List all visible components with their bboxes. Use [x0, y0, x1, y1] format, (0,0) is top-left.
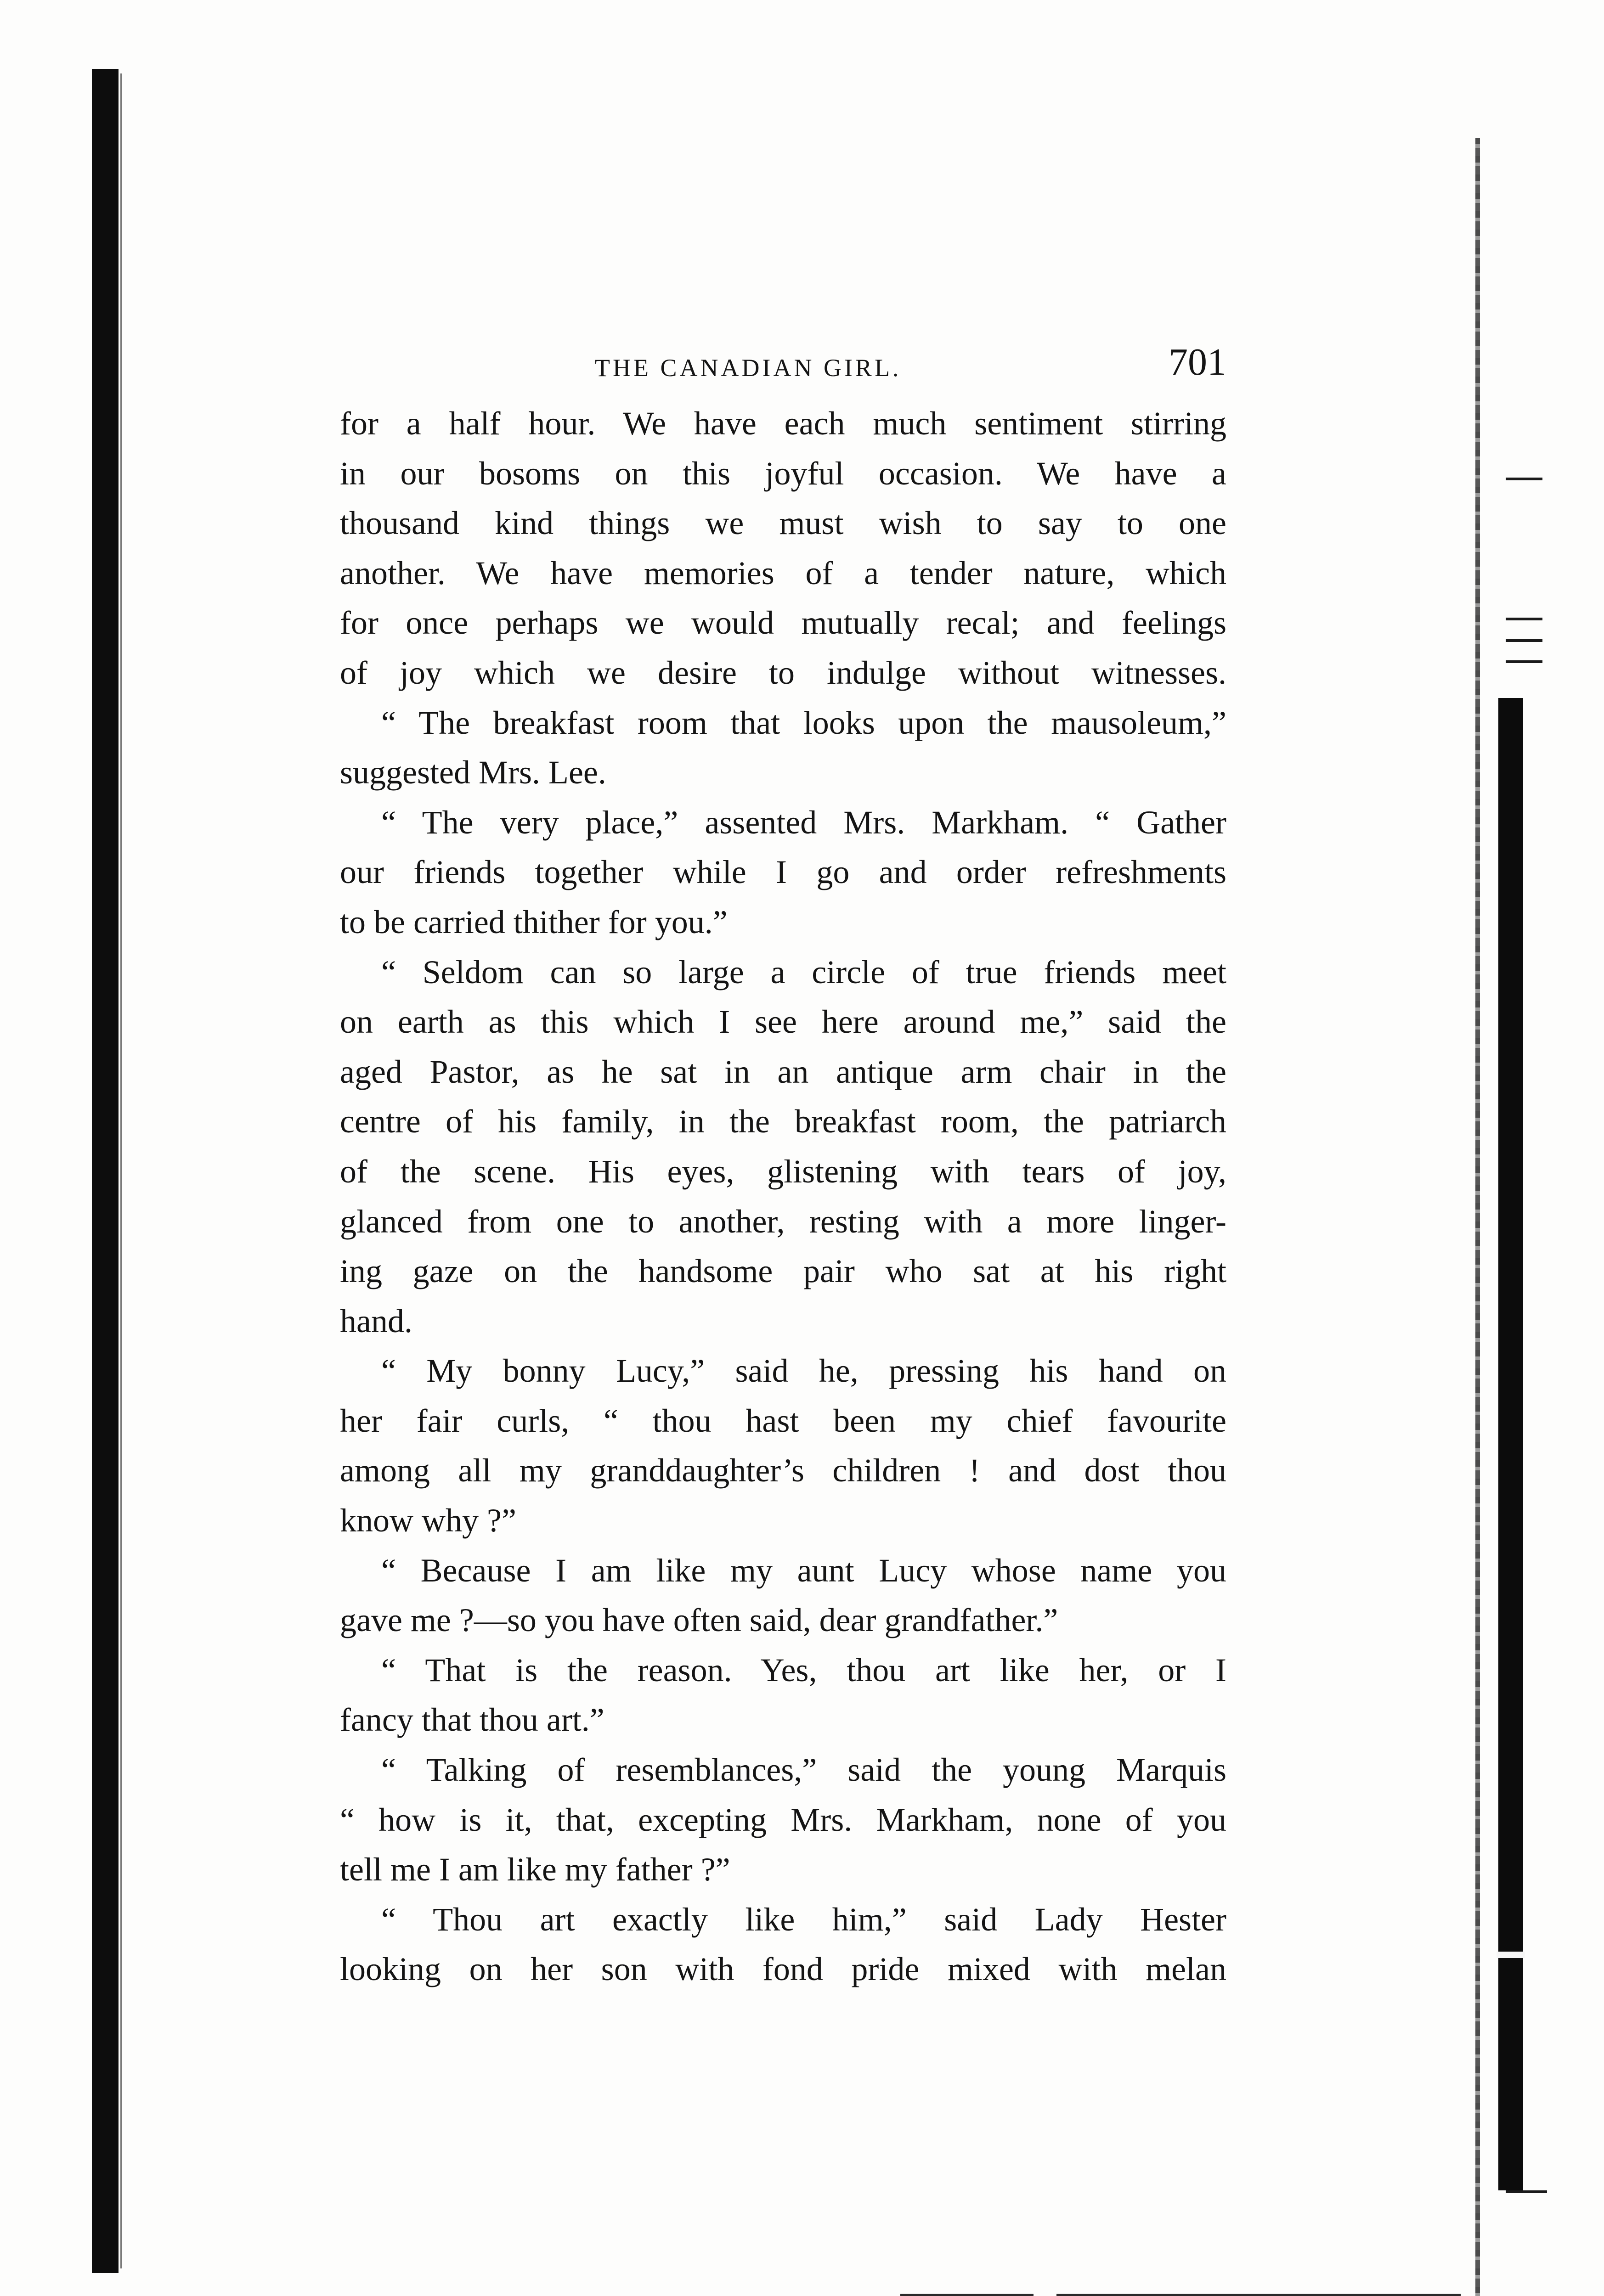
- text-line: for a half hour. We have each much sentiment stirring: [340, 405, 1226, 442]
- page-number: 701: [1169, 341, 1226, 383]
- page-edge-gap: [1497, 1952, 1525, 1958]
- text-line: her fair curls, “ thou hast been my chief favourite: [340, 1402, 1226, 1439]
- paragraph: [340, 1546, 1226, 1645]
- page-header: [340, 340, 1226, 386]
- text-line: glanced from one to another, resting with a more linger-: [340, 1203, 1226, 1240]
- text-line: “ Seldom can so large a circle of true friends meet: [381, 953, 1226, 990]
- paragraph: [340, 947, 1226, 1346]
- text-line: tell me I am like my father ?”: [340, 1851, 730, 1888]
- text-line: looking on her son with fond pride mixed with melan: [340, 1951, 1226, 1988]
- text-line: our friends together while I go and order refreshments: [340, 854, 1226, 891]
- paragraph: [340, 798, 1226, 947]
- text-line: fancy that thou art.”: [340, 1701, 604, 1739]
- edge-tick-mark: [1506, 478, 1542, 480]
- text-line: “ Because I am like my aunt Lucy whose name you: [381, 1552, 1226, 1589]
- running-title: THE CANADIAN GIRL.: [595, 354, 902, 382]
- text-line: ing gaze on the handsome pair who sat at his right: [340, 1253, 1226, 1290]
- text-line: of the scene. His eyes, glistening with tears of joy,: [340, 1153, 1226, 1190]
- text-line: hand.: [340, 1302, 412, 1339]
- text-line: “ That is the reason. Yes, thou art like her, or I: [381, 1651, 1226, 1688]
- text-line: in our bosoms on this joyful occasion. We have a: [340, 455, 1226, 492]
- edge-tick-mark: [1506, 660, 1542, 663]
- text-line: aged Pastor, as he sat in an antique arm chair in the: [340, 1053, 1226, 1090]
- text-line: “ Thou art exactly like him,” said Lady Hester: [381, 1901, 1226, 1938]
- text-line: centre of his family, in the breakfast room, the patriarch: [340, 1103, 1226, 1140]
- text-line: gave me ?—so you have often said, dear grandfather.”: [340, 1602, 1058, 1639]
- text-line: “ The breakfast room that looks upon the mausoleum,”: [381, 704, 1226, 741]
- text-line: among all my granddaughter’s children ! and dost thou: [340, 1452, 1226, 1489]
- text-line: “ My bonny Lucy,” said he, pressing his hand on: [381, 1352, 1226, 1390]
- text-line: to be carried thither for you.”: [340, 903, 728, 940]
- paragraph: [340, 1645, 1226, 1745]
- text-line: “ how is it, that, excepting Mrs. Markham, none of you: [340, 1801, 1226, 1838]
- binding-edge-shadow: [92, 69, 119, 2273]
- text-line: on earth as this which I see here around me,” said the: [340, 1003, 1226, 1041]
- paragraph: [340, 698, 1226, 798]
- text-line: “ The very place,” assented Mrs. Markham. “ Gather: [381, 804, 1226, 841]
- text-line: of joy which we desire to indulge without witnesses.: [340, 654, 1226, 691]
- paragraph: [340, 399, 1226, 698]
- text-line: know why ?”: [340, 1502, 516, 1539]
- text-line: thousand kind things we must wish to say to one: [340, 505, 1226, 542]
- bottom-edge-rule: [900, 2294, 1034, 2296]
- paragraph: [340, 1745, 1226, 1895]
- edge-tick-mark: [1506, 2190, 1547, 2193]
- text-line: “ Talking of resemblances,” said the young Marquis: [381, 1751, 1226, 1789]
- edge-tick-mark: [1506, 618, 1542, 620]
- page-edge-shadow: [1498, 698, 1523, 2190]
- page-edge-line: [1475, 138, 1480, 2296]
- text-line: suggested Mrs. Lee.: [340, 754, 606, 791]
- binding-edge-line: [120, 73, 122, 2268]
- text-line: another. We have memories of a tender nature, which: [340, 554, 1226, 591]
- text-line: for once perhaps we would mutually recal; and feelings: [340, 604, 1226, 642]
- paragraph: [340, 1895, 1226, 1994]
- edge-tick-mark: [1506, 639, 1542, 642]
- paragraph: [340, 1346, 1226, 1545]
- bottom-edge-rule: [1056, 2294, 1461, 2296]
- body-text: [340, 399, 1226, 1994]
